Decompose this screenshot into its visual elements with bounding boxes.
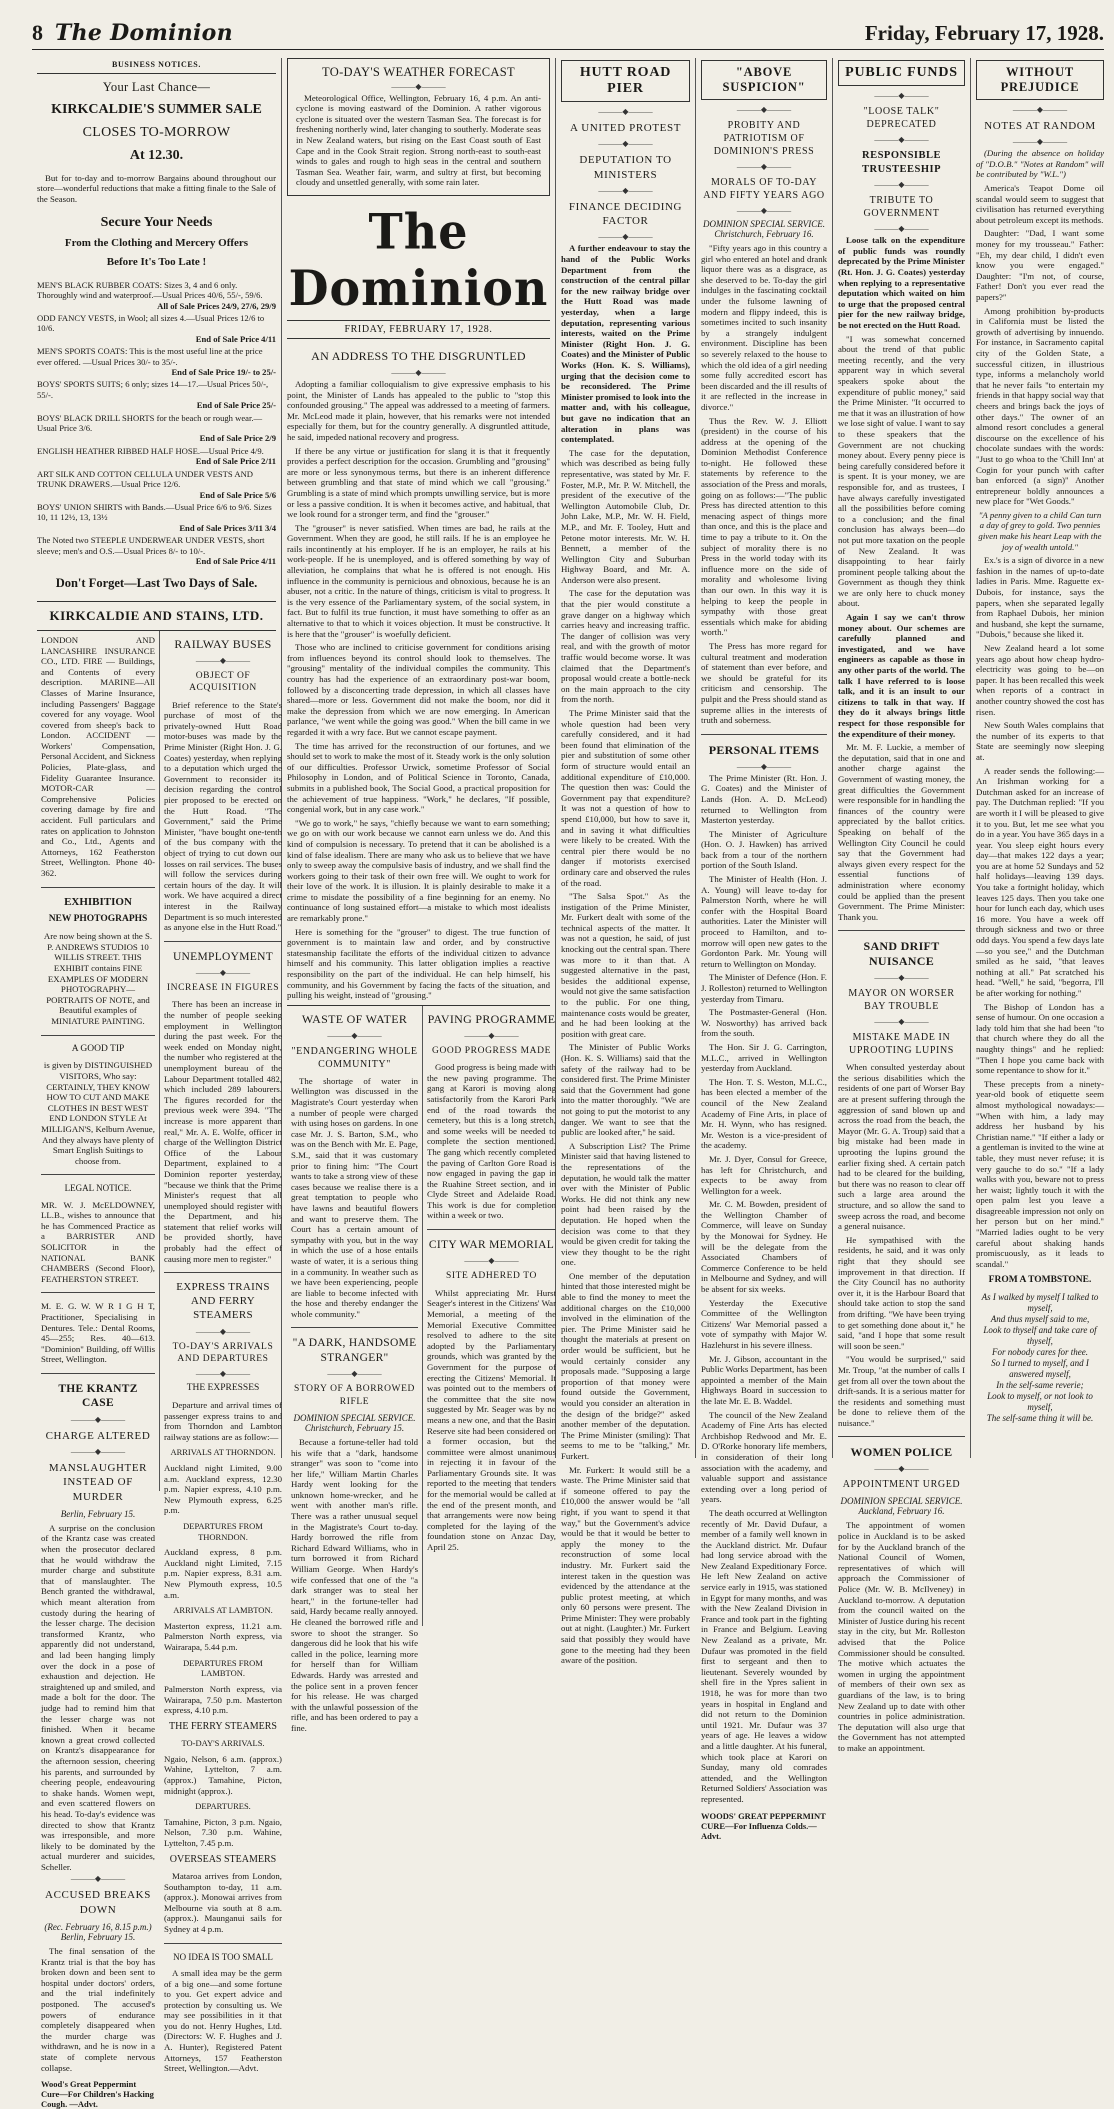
subcolumn-notices (37, 631, 159, 2109)
ad-item (37, 469, 276, 500)
ad-item-text: ENGLISH HEATHER RIBBED HALF HOSE.—Usual Price 4/9. (37, 445, 264, 456)
tombstone-title: FROM A TOMBSTONE. (988, 1275, 1092, 1286)
ornament: ———◆——— (736, 206, 792, 215)
legal-title: LEGAL NOTICE. (64, 1183, 132, 1194)
verse-line: Look to thyself and take care of thyself, (983, 1325, 1097, 1347)
page-masthead (32, 10, 1104, 50)
paving-title: PAVING PROGRAMME (427, 1011, 556, 1026)
editorial-paragraph: Adopting a familiar colloquialism to give expressive emphasis to his point, the Minister of Lands has appealed to the public to "stop this confounded grousing." The appeal was addressed to a meeting of farmers. Mr. McLeod made it plain, however, that his remarks were not intended especially for them, but for the country generally. A disgruntled attitude, he said, impeded national recovery and progress. (287, 378, 550, 442)
ad-item-price: All of Sale Prices 24/9, 27/6, 29/9 (157, 300, 276, 311)
prejudice-headline: WITHOUT PREJUDICE (976, 60, 1104, 100)
ornament: ———◆——— (598, 139, 653, 149)
sand-paragraph: He sympathised with the residents, he said, and it was only right that they should see improvement in that direction. If the City Council has no authority over it, it is the Harbour Board that should take action to stop the sand from drifting. "We have been trying to get something done about it," he said, "and I hope that some result will soon be seen." (838, 1234, 965, 1351)
women-deck: APPOINTMENT URGED (842, 1479, 961, 1491)
ad-before: Before It's Too Late ! (106, 256, 207, 269)
hutt-paragraph: "The Salsa Spot." As the instigation of the Prime Minister, Mr. Furkert dealt with some of the technical aspects of the matter. It was not a question, he said, of just knocking out the central span. There was more to it than that. A suggested alternative in the past, besides the additional expense, would not give the same satisfaction to the public. For one thing, maintenance costs would be greater, and he had been looking at the position with great care. (561, 891, 690, 1039)
suspicion-paragraph: Thus the Rev. W. J. Elliott (president) in the course of his address at the opening of the Dominion Methodist Conference to-night. He followed these statements by reference to the association of the Press and morals, going on as follows:—"The public Press has directed attention to this menacing aspect of things more than once, and this is the place and time to pay a tribute to it. On the subject of morality there is no Press in the world today with its influence more on the side of morality and wholesome living than our own. In this way it is helping to keep the people in sympathy with those great essentials which make for abiding worth." (701, 415, 827, 638)
editorial-paragraph: "We go to work," he says, "chiefly because we want to earn something; we go on with our work because we cannot earn unless we do. And this kind of compulsion is necessary. To pretend that it can be abolished is a kind of false idealism. There are many who ask us to believe that we have only to sweep away the compulsive basis of industry, and we shall find the workers going to their task of their own free will. We ought to work for their love of the work. It is illusion. It is plainly desirable to make it a crime to misdate the possibility of a fine beginning for an enemy. No continuance of long sustained effort—a mistake to which most idealists are remarkably prone." (287, 817, 550, 924)
funds-paragraph: Mr. M. F. Luckie, a member of the deputation, said that in one and another charge against the Government of wasting money, the great difficulties the Government were responsible for in handling the finances of the country were appreciated by the ballot critics. Speaking on behalf of the Wellington City Council he could say that the Government had always given every respect for the essential functions of administration where economy could be applied than the present Government. The Prime Minister: Thank you. (838, 742, 965, 922)
personal-item: Mr. C. M. Bowden, president of the Wellington Chamber of Commerce, will leave on Sunday by the Monowai for Sydney. He will be the delegate from the Associated Chambers of Commerce Conference to be held in Melbourne and Sydney, and will be absent for six weeks. (701, 1199, 827, 1295)
verse-line: In the self-same reverie; (996, 1380, 1084, 1391)
verse-line: So I turned to myself, and I answered myself, (991, 1358, 1089, 1380)
ad-item (37, 413, 276, 444)
funds-paragraph: Again I say we can't throw money about. Our schemes are carefully planned and investigated, and we have engineers as capable as those in any other parts of the world. The talk I have referred to is loose talk, and it is an insult to our citizens to talk in that way. If they do it always brings little respect for those responsible for the expenditure of their money. (838, 612, 965, 739)
personal-item: The Minister of Health (Hon. J. A. Young) will leave to-day for Palmerston North, where he will confer with the Hospital Board authorities. Later the Minister will proceed to Hamilton, and to-morrow will open new gates to the Gordonton Park. Mr. Young will return to Wellington on Monday. (701, 874, 827, 969)
funds-lead: Loose talk on the expenditure of public funds was roundly deprecated by the Prime Minister (Rt. Hon. J. G. Coates) yesterday when replying to a representative deputation which waited on him to urge that the proposed central pier for the new railway bridge, be not erected on the Hutt Road. (838, 235, 965, 331)
ornament: ———◆——— (874, 1017, 929, 1027)
column-business-notices (32, 58, 282, 2109)
subcolumn-paving-memorial (423, 1006, 560, 1626)
personal-title: PERSONAL ITEMS (708, 742, 820, 757)
prejudice-deck: NOTES AT RANDOM (984, 120, 1096, 132)
ad-item-text: BOYS' BLACK DRILL SHORTS for the beach or rough wear.—Usual Price 3/6. (37, 412, 263, 434)
accused-title: ACCUSED BREAKS DOWN (45, 1889, 151, 1916)
ornament: ———◆——— (70, 1874, 126, 1884)
ornament: ———◆——— (874, 224, 929, 234)
ferry-departures-list: Tamahine, Picton, 3 p.m. Ngaio, Nelson, 7.30 p.m. Wahine, Lyttelton, 7.45 p.m. (164, 1816, 282, 1849)
ad-item (37, 446, 276, 467)
masthead-paper-name: The Dominion (54, 20, 233, 46)
subcolumn-waste-stranger (287, 1006, 422, 1733)
column-without-prejudice (971, 58, 1109, 1458)
paving-body: Good progress is being made with the new paving programme. The gang at Karori is moving along satisfactorily from the Karori Park end of the road towards the cemetery, but this is a long stretch, and some weeks will be needed to complete the section mentioned. The gang which recently completed the paving of Carlton Gore Road is now engaged in paving the gap in the Ruahine Street section, and in Clyde Street and Adelaide Road. This work is due for completion within a week or two. (427, 1062, 556, 1221)
ferry-title: THE FERRY STEAMERS (169, 1720, 277, 1732)
paving-deck: GOOD PROGRESS MADE (431, 1045, 551, 1056)
divider (164, 1272, 282, 1273)
express-title: EXPRESS TRAINS AND FERRY STEAMERS (176, 1281, 270, 1321)
express-body: Departure and arrival times of passenger express trains to and from Thorndon and Lambton railway stations are as follow:— (164, 1400, 282, 1442)
photo-title: NEW PHOTOGRAPHS (48, 914, 148, 925)
personal-item: Yesterday the Executive Committee of the Wellington Citizens' War Memorial passed a vote of sympathy with Major W. Hazlehurst in his severe illness. (701, 1297, 827, 1350)
ornament: ———◆——— (195, 1326, 251, 1336)
suspicion-deck-2: MORALS OF TO-DAY AND FIFTY YEARS AGO (703, 177, 825, 201)
prejudice-verse: "A penny given to a child Can turn a day of grey to gold. Two pennies given make his heart Leap with the joy of wealth untold." (978, 509, 1102, 552)
memorial-title: CITY WAR MEMORIAL (428, 1239, 555, 1252)
editorial-paragraph: Here is something for the "grouser" to digest. The true function of government is to maintain law and order, and by constructive statesmanship facilitate the efforts of the individual citizen to advance himself and his community. This latter obligation implies a reactive responsibility on the part of the individual. He can help himself, his community, and his Government by facing the facts of the situation, and pulling his weight, instead of "grousing." (287, 926, 550, 1001)
arr-thorndon-list: Auckland night Limited, 9.00 a.m. Auckland express, 12.30 p.m. Napier express, 4.10 p.m. New Plymouth express, 6.25 p.m. (164, 1463, 282, 1516)
section-kicker: BUSINESS NOTICES. (112, 60, 201, 69)
tip-title: A GOOD TIP (71, 1043, 125, 1054)
ad-item (37, 379, 276, 410)
arrivals-title: TO-DAY'S ARRIVALS AND DEPARTURES (172, 1341, 274, 1364)
hutt-paragraph: One member of the deputation hinted that those interested might be able to find the money to meet the additional charges on the £10,000 involved in the elimination of the pier. The Prime Minister said he thought the materials at present on order would be sufficient, but he would certainly consider any proposals made. "Supposing a large proportion of that money were found outside the Government, would you consider an alteration in the design of the bridge?" asked another member of the deputation. The Prime Minister (smiling): That seems to me to be "talking," Mr. Furkert. (561, 1270, 690, 1461)
editorial-paragraph: The "grouser" is never satisfied. When times are bad, he rails at the Government. When they are good, he still rails. If he is an employee he rails incontinently at his employer. If he is an employer, he rails at his work-people. If he is unemployed, and is offered something by way of alleviation, he complains that what he is offered is not enough. His influence in the community is pernicious and obnoxious, because he is an abuser, not a critic. In the nature of things, criticism is vital to progress. It is the very essence of the Parliamentary system, of the social system, in fact. But to fulfil its true function, it must have something to offer as an alternative to that to which it voices objection. It must be constructive. It is here that the "grouser" is woefully deficient. (287, 522, 550, 639)
rail-deck: OBJECT OF ACQUISITION (189, 670, 257, 694)
personal-item: The council of the New Zealand Academy of Fine Arts has elected Archbishop Redwood and Mr. E. D. O'Rorke honorary life members, in consideration of their long association with the academy, and valuable support and assistance extending over a long period of years. (701, 1409, 827, 1505)
dep-lambton-list: Palmerston North express, via Wairarapa, 7.50 p.m. Masterton express, 4.10 p.m. (164, 1683, 282, 1716)
divider (164, 1943, 282, 1944)
ferry-arrivals-list: Ngaio, Nelson, 6 a.m. (approx.) Wahine, Lyttelton, 7 a.m. (approx.) Tamahine, Picton, midnight (approx.). (164, 1753, 282, 1796)
column-editorial (282, 58, 556, 1733)
masthead-date: Friday, February 17, 1928. (864, 21, 1104, 45)
ad-intro: Your Last Chance— (102, 80, 211, 94)
ad-body: But for to-day and to-morrow Bargains abound throughout our store—wonderful reductions that make a fitting finale to the Sale of the Season. (37, 172, 276, 204)
personal-item: The Hon. Sir J. G. Carrington, M.L.C., arrived in Wellington yesterday from Auckland. (701, 1041, 827, 1074)
personal-item: The death occurred at Wellington recently of Mr. David Dufaur, a member of a family well known in the Auckland district. Mr. Dufaur had long service abroad with the New Zealand Expeditionary Force. He left New Zealand on active service early in 1915, was stationed in Egypt for many months, and was with the New Zealand Division in France and took part in the fighting in France and Belgium. Leaving New Zealand as a private, Mr. Dufaur was promoted in the field first to sergeant and then to lieutenant. Severely wounded by shell fire in the Ypres salient in 1918, he was for more than two years in hospital in England and did not return to the Dominion until 1921. Mr. Dufaur was 37 years of age. He leaves a widow and a little daughter. At his funeral, which took place at Karori on Sunday, many old comrades attended, and the Wellington Returned Soldiers' Association was represented. (701, 1507, 827, 1804)
idea-title: NO IDEA IS TOO SMALL (173, 1951, 273, 1962)
suspicion-dateline: DOMINION SPECIAL SERVICE. Christchurch, February 16. (703, 219, 825, 239)
accused-dateline: (Rec. February 16, 8.15 p.m.) Berlin, February 15. (44, 1922, 152, 1943)
nameplate: The Dominion (288, 203, 549, 317)
prejudice-paragraph: A reader sends the following:—An Irishman working for a Dutchman asked for an increase of pay. The Dutchman replied: "If you are worth it I will be pleased to give it to you. But, let me see what you do in a year. You have 365 days in a year. You sleep eight hours every day—that makes 122 days a year; you are at home 52 Sundays and 52 half holidays—leaving 139 days. You take a fortnight holiday, which leaves 125 days. Then you take one hour for lunch each day, which uses 16 more. You have a week off through sickness and two or three odd days. You spend a few days late—so you see," and the Dutchman smiled as he said, "that leaves nothing at all." Pat scratched his head. "Well," he said, "begorra, I'll be after working for nothing." (976, 765, 1104, 999)
divider (41, 887, 155, 888)
ornament: ———◆——— (327, 1369, 382, 1379)
divider (41, 1292, 155, 1293)
sand-paragraph: When consulted yesterday about the serious disabilities which the residents of one part of Worser Bay are at present suffering through the aggression of sand blown up and across the road from the beach, the Mayor (Mr. G. A. Troup) said that a big mistake had been made in uprooting the lupins ground the earlier fixing shed. A certain patch had to be cleared for the building, but there was no reason to clear off such a large area around the structure, and so allow the sand to sweep across the road, and become a general nuisance. (838, 1062, 965, 1232)
dep-thorndon-title: DEPARTURES FROM THORNDON. (183, 1521, 263, 1542)
page-number: 8 (32, 20, 44, 45)
suspicion-paragraph: "Fifty years ago in this country a girl who entered an hotel and drank liquor there was as a disgrace, as she deserved to be. To-day the girl indulges in the fascinating cocktail under the fulsome lawning of modern and flippy indeed, this is sometimes incited to such insanity by a strangely indulgent environment. Discipline has been so severely relaxed to the house to which the old idea of a girl needing some fully accredited escort has been discarded and the ill results of it are reflected in the increase in divorce." (701, 243, 827, 412)
ferry-departures-title: DEPARTURES. (195, 1801, 251, 1812)
ornament: ———◆——— (874, 135, 929, 144)
ornament: ———◆——— (598, 232, 653, 242)
ornament: ———◆——— (195, 655, 251, 665)
krantz-deck-2: MANSLAUGHTER INSTEAD OF MURDER (48, 1462, 148, 1503)
divider (164, 941, 282, 942)
hutt-deck-1: A UNITED PROTEST (569, 122, 682, 134)
hutt-headline: HUTT ROAD PIER (561, 60, 690, 102)
verse-line: For nobody cares for thee. (992, 1347, 1088, 1358)
divider (37, 601, 276, 602)
women-title: WOMEN POLICE (850, 1445, 953, 1460)
ad-item (37, 280, 276, 311)
ornament: ———◆——— (736, 105, 792, 114)
stranger-deck: STORY OF A BORROWED RIFLE (294, 1384, 415, 1407)
lower-subcolumns (37, 631, 282, 2109)
personal-item: The Postmaster-General (Hon. W. Nosworthy) has arrived back from the south. (701, 1007, 827, 1039)
suspicion-deck-1: PROBITY AND PATRIOTISM OF DOMINION'S PRESS (713, 120, 815, 157)
ad-item-price: End of Sale Prices 3/11 3/4 (179, 522, 276, 533)
personal-item: Mr. J. Gibson, accountant in the Public Works Department, has been appointed a member of the Main Highways Board in succession to the late Mr. E. B. Waddel. (701, 1353, 827, 1406)
ornament: ———◆——— (1012, 137, 1068, 147)
stranger-dateline: DOMINION SPECIAL SERVICE. Christchurch, February 15. (293, 1412, 416, 1433)
women-dateline: DOMINION SPECIAL SERVICE. Auckland, February 16. (840, 1496, 963, 1517)
ornament: ———◆——— (874, 180, 929, 190)
prejudice-paragraph: Among prohibition by-products in California must be listed the growth of advertising by innuendo. For instance, in Sacramento capital city of the Golden State, a successful citizen, in illustrious type, informs a melancholy world that he never fails "to entertain my friends in that happy social way that cheers and brings back the joys of other days." The owner of an almond resort concludes a general discourse on the excellence of his chocolate sundaes with the words: "Just to go whoa to the 'Chill Inn' at Cogin for your punch with cafter ban enforced (a sign)" Another entrepreneur boldly announces a new place for "Wet Goods." (976, 305, 1104, 507)
footer-ad: WOODS' GREAT PEPPERMINT CURE—For Influenza Colds.—Advt. (701, 1810, 826, 1841)
divider (41, 1373, 155, 1374)
funds-headline: PUBLIC FUNDS (838, 60, 965, 86)
hutt-paragraph: Mr. Furkert: It would still be a waste. The Prime Minister said that if someone offered to pay the £10,000 the answer would be "all right, if you want to spend it that way," but the Government's advice would be that it would be better to apply the money to the reconstruction of some local industry. Mr. Furkert said the interest taken in the question was evidenced by the attendance at the public protest meeting, at which only 60 persons were present. The Prime Minister: They were probably out at night. (Laughter.) Mr. Furkert said that possibly they would have gone to the meeting had they been aware of the position. (561, 1464, 690, 1666)
verse-line: As I walked by myself I talked to myself, (981, 1292, 1099, 1314)
ad-item-price: End of Sale Price 5/6 (199, 489, 276, 500)
ad-note-price: End of Sale Price 4/11 (195, 555, 276, 566)
krantz-dateline: Berlin, February 15. (60, 1508, 136, 1519)
ornament: ———◆——— (195, 1369, 251, 1379)
ornament: ———◆——— (736, 162, 792, 171)
waste-deck: "ENDANGERING WHOLE COMMUNITY" (291, 1045, 418, 1070)
express-subtitle: THE EXPRESSES (186, 1383, 260, 1394)
ad-note: The Noted two STEEPLE UNDERWEAR UNDER VESTS, short sleeve; men's and O.S.—Usual Prices 8/- to 10/-. (37, 535, 265, 556)
prejudice-paragraph: These precepts from a ninety-year-old book of etiquette seem almost mythological nowadays:— "When with him, a lady may address her husband by his Christian name." "If either a lady or a gentleman is invited to the wine at table, they must never refuse; it is very gauche to do so." "If a lady walks with you, beware not to press her waist; lightly touch it with the open palm lest you leave a disagreeable impression not only on her person but on her mind." "Married ladies ought to be very careful about shaking hands promiscuously, as it leads to scandal." (976, 1078, 1104, 1269)
ad-item-text: BOYS' UNION SHIRTS with Bands.—Usual Price 6/6 to 9/6. Sizes 10, 11 12½, 13, 13½ (37, 501, 272, 523)
ornament: ———◆——— (70, 1447, 126, 1456)
ad-secure: Secure Your Needs (100, 214, 213, 230)
prejudice-intro: (During the absence on holiday of "D.O.B." "Notes at Random" will be contributed by "W.L.") (976, 148, 1104, 180)
sand-deck: MAYOR ON WORSER BAY TROUBLE (848, 988, 955, 1013)
overseas-body: Mataroa arrives from London, Southampton to-day, 11 a.m. (approx.). Monowai arrives from Melbourne via south at 8 a.m. (approx.). Maunganui sails for Sydney at 4 p.m. (164, 1871, 282, 1935)
ornament: ———◆——— (391, 367, 446, 377)
ornament: ———◆——— (464, 1030, 519, 1040)
prejudice-paragraph: New South Wales complains that the number of its experts to that State are seemingly now sleeping at. (976, 720, 1104, 762)
divider (41, 1035, 155, 1036)
ad-item-price: End of Sale Price 25/- (196, 400, 276, 411)
editorial-paragraph: If there be any virtue or justification for slang it is that it frequently provides a perfect description for the occasion. Grumbling and "grousing" are more or less synonymous terms, but there is an inherent difference between grumbling and that state of mind which we call "grousing." Grumbling is a state of mind which prompts unwilling service, but is more or less a passive condition. It is when it becomes active, and habitual, that we look round for a stronger term, and find the "grouser." (287, 445, 550, 520)
ad-item-text: MEN'S BLACK RUBBER COATS: Sizes 3, 4 and 6 only. Thoroughly wind and waterproof.—Usual Prices 40/6, 55/-, 59/6. (37, 279, 263, 301)
prejudice-paragraph: Ex.'s is a sign of divorce in a new fashion in the names of up-to-date ladies in Paris. Mme. Raguette ex-Dubois, for instance, says the papers, when she separated legally from Raphael Dubois, her minion and husband, she kept the surname, "Dubois," because she liked it. (976, 555, 1104, 640)
editorial-title: AN ADDRESS TO THE DISGRUNTLED (311, 348, 526, 363)
funds-deck-3: TRIBUTE TO GOVERNMENT (863, 195, 940, 220)
weather-title: TO-DAY'S WEATHER FORECAST (322, 65, 515, 79)
funds-deck-2: RESPONSIBLE TRUSTEESHIP (861, 150, 942, 175)
stranger-body: Because a fortune-teller had told his wife that a "dark, handsome stranger" was soon to "come into her life," William Martin Charles Hardy went looking for the unknown home-wrecker, and he went with another man's rifle. There was a rather unusual sequel in the Magistrate's Court to-day. Hardy borrowed the rifle from Richard Edward Williams, who in turn borrowed it from Richard William George. When Hardy's wife confessed that one of the "a dark stranger was to steal her heart," in the fortune-teller had said, Hardy became really annoyed. He cleaned the borrowed rifle and swore to shoot the stranger. So dangerous did he look that his wife called in the police, learning more for herself than for William Edwards. Hardy was arrested and the police sent in a proven fencer for his release. He was charged with the unlawful possession of the rifle, and has been ordered to pay a fine. (291, 1436, 418, 1733)
ferry-arrivals-title: TO-DAY'S ARRIVALS. (181, 1738, 265, 1749)
ad-dont-forget: Don't Forget—Last Two Days of Sale. (55, 576, 258, 591)
column-public-funds (833, 58, 970, 1753)
waste-body: The shortage of water in Wellington was discussed in the Magistrate's Court yesterday when a number of people were charged with using hoses on gardens. In one case Mr. J. S. Barton, S.M., who was on the Bench with Mr. E. Page, S.M., said that it was customary prior to fining him: "The Court wants to take a strong view of these cases because we realise there is a great temptation to people who have lawns and beautiful flowers and want to preserve them. The Court has a certain amount of sympathy with you, but in the way in which the use of a hose entails waste of water, it is a serious thing in a community. In weather such as we have been experiencing, people are liable to become infected with the hose and thereby endanger the whole community." (291, 1075, 418, 1319)
divider (838, 930, 965, 931)
insurance-ad: LONDON AND LANCASHIRE INSURANCE CO., LTD. FIRE — Buildings, and Contents of every description. MARINE—All Classes of Marine Insurance, including Passengers' Baggage covered for any voyage. Wool covered from sheep's back to London. ACCIDENT — Workers' Compensation, Personal Accident, and Sickness Policies, Plate-glass, and Fidelity Guarantee Insurance. MOTOR-CAR — Comprehensive Policies covering damage by fire and accident. Full particulars and rates on application to Johnston and Co., Ltd., Agents and Attorneys, 162 Featherston Street, Wellington. Phone 40-362. (41, 634, 155, 879)
suspicion-headline: "ABOVE SUSPICION" (701, 60, 827, 100)
personal-item: The Minister of Agriculture (Hon. O. J. Hawken) has arrived back from a tour of the northern portion of the South Island. (701, 828, 827, 871)
suspicion-paragraph: The Press has more regard for cultural treatment and moderation of statement than ever before, and we should be grateful for its criticism and censorship. The pulpit and the Press should stand as supreme allies in the interests of truth and soberness. (701, 640, 827, 726)
sand-title: SAND DRIFT NUISANCE (863, 939, 940, 969)
ad-from: From the Clothing and Mercery Offers (64, 237, 249, 250)
ad-title: KIRKCALDIE'S SUMMER SALE (51, 101, 262, 117)
ad-time: At 12.30. (129, 147, 184, 163)
divider (291, 1327, 418, 1328)
editorial-subcolumns (287, 1006, 556, 1733)
hutt-paragraph: The Prime Minister said that the whole question had been very carefully considered, and it had been found that elimination of the pier and substitution of some other form of structure would entail an additional expenditure of £10,000. The question then was: Could the Government pay that expenditure? It was not a question of how to spend £10,000, but how to save it, and in saving it what difficulties were likely to be created. With the central pier there would be no danger if motorists exercised ordinary care and observed the rules of the road. (561, 708, 690, 888)
ornament: ———◆——— (1012, 105, 1068, 114)
unemp-body: There has been an increase in the number of people seeking employment in Wellington during the past week. For the week ended on Monday night, the number who registered at the unemployment bureau of the Labour Department totalled 482, which included 289 labourers. The figures recorded for the previous week were 394. "The increase is more apparent than real," Mr. A. E. Wolfe, officer in charge of the Wellington District Office of the Labour Department, explained to a Dominion reporter yesterday, "because we think that the Prime Minister's request that all unemployed should register with the Department, and his statement that relief works will be provided shortly, have probably had the effect of causing more men to register." (164, 999, 282, 1264)
ad-item-text: BOYS' SPORTS SUITS; 6 only; sizes 14—17.—Usual Prices 50/-, 55/-. (37, 379, 269, 400)
women-body: The appointment of women police in Auckland is to be asked for by the Auckland branch of the National Council of Women, representatives of which will approach the Commissioner of Police (Mr. W. B. McIlveney) in Auckland to-morrow. A deputation from the council waited on the Minister of Justice during his recent stay in the city, but Mr. Rolleston advised that the Police Commissioner should be consulted. The motive which actuates the women in urging the appointment of members of their own sex as guardians of the law, is to bring New Zealand up to date with other countries in police administration. The deputation will also urge that the Government has not attempted to make an appointment. (838, 1520, 965, 1753)
ad-item-price: End of Sale Price 4/11 (195, 333, 276, 344)
hutt-paragraph: A Subscription List? The Prime Minister said that having listened to the representations of the deputation, he would talk the matter over with the Minister of Public Works. He did not think any new point had been raised by the deputation. He hoped when the decision was come to that they would be given credit for taking the view they thought to be the right one. (561, 1140, 690, 1268)
arr-lambton-list: Masterton express, 11.21 a.m. Palmerston North express, via Wairarapa, 5.44 p.m. (164, 1620, 282, 1653)
editorial-body (287, 379, 550, 1001)
tip-body: is given by DISTINGUISHED VISITORS, Who say: CERTAINLY, THEY KNOW HOW TO CUT AND MAKE CLOTHES IN BEST WEST END LONDON STYLE At MILLIGAN'S, Kelburn Avenue, And they always have plenty of Smart English Suitings to choose from. (41, 1060, 155, 1166)
divider (701, 734, 827, 735)
ornament: ———◆——— (464, 1256, 519, 1266)
weather-body: Meteorological Office, Wellington, February 16, 4 p.m. An anti-cyclone is moving eastward of the Dominion. A rather vigorous cyclone is situated over the western Tasman Sea. The forecast is for freshening northerly wind, later changing to southerly. Moderate seas in New Zealand waters, but rising on the East Coast south of East Cape and in the Cook Strait region. Strong north-east to south-east winds to gales and rough to high seas in the central and southern Tasman Sea. Weather fair, warm, and sultry at first, but becoming cloudy and unsettled generally, with some rain later. (296, 92, 541, 188)
editorial-paragraph: The time has arrived for the reconstruction of our fortunes, and we should set to work to make the most of it. Steady work is the only solution of our difficulties. Professor Urwick, sometime Professor of Social Philosophy in London, and of Political Science in Toronto, Canada, submits in a published book, The Social Good, a practical proposition for the achievement of true happiness. "Work," he declares, "If possible, congenial work, but in any case work." (287, 740, 550, 815)
ad-closes: CLOSES TO-MORROW (82, 125, 231, 141)
prejudice-paragraph: America's Teapot Dome oil scandal would seem to suggest that civilisation has returned everything about petroleum except its methods. (976, 183, 1104, 225)
ornament: ———◆——— (736, 761, 792, 771)
ad-item-price: End of Sale Price 2/11 (195, 456, 276, 467)
hutt-lead: A further endeavour to stay the hand of the Public Works Department from the construction of the central pillar for the new railway bridge over the Hutt Road was made yesterday, when a large deputation, representing various interests, waited on the Prime Minister (Right Hon. J. G. Coates) and the Minister of Public Works (Hon. K. S. Williams), urging that the decision come to be reconsidered. The Prime Minister promised to look into the matter and, with his colleague, but gave no indication that an alteration in plans was contemplated. (561, 243, 690, 445)
ad-items-list (37, 280, 276, 567)
ornament: ———◆——— (598, 107, 653, 116)
accused-body: The final sensation of the Krantz trial is that the boy has broken down and been sent to hospital under doctors' orders, and the trial indefinitely postponed. The accused's powers of endurance completely disappeared when the murder charge was withdrawn, and he is now in a state of complete nervous collapse. (41, 1946, 155, 2073)
arr-lambton-title: ARRIVALS AT LAMBTON. (173, 1605, 273, 1616)
unemp-deck: INCREASE IN FIGURES (166, 983, 280, 994)
hutt-paragraph: The case for the deputation was that the pier would constitute a grave danger on a highway which carries heavy and increasing traffic. The danger of collision was very real, and with the growth of motor traffic would become worse. It was claimed that the Department's proposal would create a bottle-neck on the main approach to the city from the north. (561, 588, 690, 705)
dep-lambton-title: DEPARTURES FROM LAMBTON. (183, 1657, 263, 1679)
legal-body: MR. W. J. McELDOWNEY, LL.B., wishes to announce that he has Commenced Practice as a BARRISTER AND SOLICITOR in the NATIONAL BANK CHAMBERS (Second Floor), FEATHERSTON STREET. (41, 1199, 155, 1284)
rail-title: RAILWAY BUSES (174, 636, 272, 651)
editorial-paragraph: Those who are inclined to criticise government for conditions arising from influences beyond its control should look to themselves. The "grousing" mentality of the individual compiles the community. This country has had the experience of an extraordinary post-war boom, followed by a disconcerting trade depression, in which all classes have shared—more or less. Government did not make the boom, nor did it make the depression from which we are now emerging. In American parlance, "we went while the going was good." When the bill came in we regarded it with a wry face. But we cannot escape payment. (287, 642, 550, 737)
ad-item (37, 313, 276, 344)
ad-item-text: ART SILK AND COTTON CELLULA UNDER VESTS AND TRUNK DRAWERS.—Usual Price 12/6. (37, 468, 254, 490)
nameplate-date: FRIDAY, FEBRUARY 17, 1928. (287, 320, 550, 339)
prejudice-paragraph: New Zealand heard a lot some years ago about how cheap hydro-electricity was going to be—on paper. It has been recalled this week when reports of a contract in another country showed the cost has risen. (976, 643, 1104, 717)
ornament: ———◆——— (874, 1464, 929, 1474)
ornament: ———◆——— (391, 81, 446, 91)
ornament: ———◆——— (874, 973, 929, 983)
ornament: ———◆——— (70, 1414, 126, 1424)
memorial-body: Whilst appreciating Mr. Hurst Seager's interest in the Citizens' War Memorial, a meeting of the Memorial Executive Committee resolved to adhere to the site adopted by the Parliamentary grounds, which was granted by the Government for the purpose of erecting the Citizens' Memorial. It was pointed out to the members of the committee that the site now suggested by Mr. Seager was by no means a new one, and that the Basin Reserve site had been considered on a former occasion, but the committee were almost unanimous in rejecting it in favour of the Parliamentary Grounds site. It was reported to the meeting that tenders for the memorial would be called at the end of the present month, and that arrangements were now being completed for the laying of the foundation stone on Anzac Day, April 25. (427, 1287, 556, 1553)
dentist-ad: M. E. G. W. W R I G H T, Practitioner, Specialising in Dentures. Tele.: Dental Rooms, 45—255; Res. 40—613. "Dominion" Building, off Willis Street, Wellington. (41, 1301, 155, 1365)
dep-thorndon-list: Auckland express, 8 p.m. Auckland night Limited, 7.15 p.m. Napier express, 8.31 a.m. New Plymouth express, 10.5 a.m. (164, 1547, 282, 1600)
ad-item-price: End of Sale Price 2/9 (199, 433, 276, 444)
ornament: ———◆——— (874, 91, 929, 100)
personal-item: The Prime Minister (Rt. Hon. J. G. Coates) and the Minister of Lands (Hon. A. D. McLeod) returned to Wellington from Masterton yesterday. (701, 772, 827, 826)
footer-ad: Wood's Great Peppermint Cure—For Children's Hacking Cough. —Advt. (41, 2079, 154, 2109)
verse-line: And thus myself said to me, (990, 1314, 1090, 1325)
hutt-paragraph: The case for the deputation, which was described as being fully representative, was stated by Mr. F. Foster, M.P., Mr. P. W. Mitchell, the president of the executive of the Wellington Automobile Club, Dr. John Lake, M.P., Mr. W. H. Field, M.P., and Mr. F. Tooley, Hutt and Petone motor interests. Mr. W. H. Bennett, a member of the Wellington City and Suburban Highway Board, and Mr. A. Anderson were also present. (561, 447, 690, 585)
prejudice-paragraph: Daughter: "Dad, I want some money for my trousseau." Father: "Eh, my dear child, I didn't even know you were engaged." Daughter: "I'm not, of course, Father! Don't you ever read the papers?" (976, 228, 1104, 303)
verse-line: The self-same thing it will be. (986, 1413, 1094, 1424)
photo-body: Are now being shown at the S. P. ANDREWS STUDIOS 10 WILLIS STREET. THIS EXHIBIT contains FINE EXAMPLES OF MODERN PHOTOGRAPHY—PORTRAITS OF NOTE, and Beautiful examples of MINIATURE PAINTING. (43, 931, 153, 1026)
ad-item-text: ODD FANCY VESTS, in Wool; all sizes 4.—Usual Prices 12/6 to 10/6. (37, 313, 265, 334)
weather-box (287, 58, 550, 196)
personal-item: Mr. J. Dyer, Consul for Greece, has left for Christchurch, and expects to be away from Wellington for a week. (701, 1153, 827, 1196)
krantz-body: A surprise on the conclusion of the Krantz case was created when the prosecutor declared that he would withdraw the murder charge and substitute that of manslaughter. The Bench granted the withdrawal, which meant alteration from custody during the hearing of the lesser charge. The decision transformed Krantz, who apparently did not understand, and lad been hanging limply over the dock in a pose of exhaustion and dejection. He straightened up and smiled, and made a bolt for the door. The judge had to remind him that the lesser charge was not finished. When it became known a great crowd collected on Krantz's disappearance for the afternoon session, cheering his parents, and surrounded by cheering people, endeavouring to shake hands. Women wept, and even scattered flowers on his head. To-day's evidence was directed to show that Krantz was irresponsible, and more likely to be dominated by the actual murderer and suicides, Scheller. (41, 1522, 155, 1872)
divider (37, 73, 276, 74)
personal-item: The Minister of Defence (Hon. F. J. Rolleston) returned to Wellington yesterday from Timaru. (701, 972, 827, 1004)
rail-body: Brief reference to the State's purchase of most of the privately-owned Hutt Road motor-buses was made by the Prime Minister (Right Hon. J. G. Coates) yesterday, when replying to a deputation which urged the Government to reconsider its decision regarding the control pier proposed to be erected on the Hutt Road. "The Government," said the Prime Minister, "have bought one-tenth of the bus company with the object of trying to cut down our losses on rail services. The buses will follow the services during certain hours of the day. It will work. We have acquired a direct interest in the Railway Department is so much interested as anyone else in the Hutt Road." (164, 699, 282, 933)
krantz-title: THE KRANTZ CASE (58, 1382, 138, 1410)
krantz-deck: CHARGE ALTERED (45, 1429, 151, 1442)
ad-item-text: MEN'S SPORTS COATS: This is the most useful line at the price ever offered. —Usual Prices 30/- to 35/-. (37, 346, 263, 367)
prejudice-paragraph: The Bishop of London has a sense of humour. On one occasion a lady told him that she had been "to that church where they do all the naughty things" and he replied: "Then I hope you came back with some repentance to show for it." (976, 1001, 1104, 1076)
ad-firm-name: KIRKCALDIE AND STAINS, LTD. (49, 608, 264, 624)
hutt-deck-2: DEPUTATION TO MINISTERS (579, 154, 672, 181)
divider (427, 1229, 556, 1230)
personal-item: The Hon. T. S. Weston, M.L.C., has been elected a member of the council of the New Zealand Academy of Fine Arts, in place of Mr. H. Wynn, who has resigned. Mr. Weston is a vice-president of the academy. (701, 1076, 827, 1151)
tombstone-verse (976, 1292, 1104, 1424)
masthead-left (32, 20, 233, 46)
ornament: ———◆——— (195, 968, 251, 978)
ornament: ———◆——— (598, 185, 653, 195)
hutt-deck-3: FINANCE DECIDING FACTOR (568, 200, 683, 228)
column-hutt-road-pier (556, 58, 695, 1666)
subcolumn-transport (160, 631, 286, 2074)
exhibition-title: EXHIBITION (64, 895, 132, 908)
stranger-title: "A DARK, HANDSOME STRANGER" (292, 1337, 417, 1364)
sand-deck-2: MISTAKE MADE IN UPROOTING LUPINS (849, 1032, 954, 1057)
sand-paragraph: "You would be surprised," said Mr. Troup, "at the number of calls I get from all over the town about the drift-sands. It is a serious matter for the residents and something must be done to relieve them of the nuisance." (838, 1354, 965, 1428)
funds-paragraph: "I was somewhat concerned about the trend of that public meeting recently, and the very apparent way in which several speakers spoke about the expenditure of public money," said the Prime Minister. "It occurred to me that it was an illustration of how we lose sight of value. I want to say to these speakers that the Government are not chucking money about. Every penny piece is being carefully considered before it is spent. It is your money, we are responsible for, and as trustees, I have always carefully investigated all the possibilities before coming to a conclusion; and the final conclusion has always been—do not put more taxation on the people of New Zealand. It was disappointing to hear fairly prominent people talking about the Government as though they think we are only here to chuck money about. (838, 333, 965, 609)
memorial-deck: SITE ADHERED TO (446, 1271, 537, 1282)
arr-thorndon-title: ARRIVALS AT THORNDON. (170, 1447, 276, 1458)
idea-body: A small idea may be the germ of a big one—and some fortune to you. Get expert advice and protection by consulting us. We may see possibilities in it that you do not. Henry Hughes, Ltd. (Directors: W. F. Hughes and J. A. Hunter), Registered Patent Attorneys, 157 Featherston Street, Wellington.—Advt. (164, 1967, 282, 2074)
overseas-title: OVERSEAS STEAMERS (169, 1853, 277, 1865)
unemp-title: UNEMPLOYMENT (172, 950, 274, 963)
hutt-paragraph: The Minister of Public Works (Hon. K. S. Williams) said that the safety of the railway had to be considered first. The Prime Minister said that the Government had gone into the matter thoroughly. "We are not going to put the motorist to any danger. We want to see that the public are looked after," he said. (561, 1042, 690, 1138)
column-above-suspicion (696, 58, 832, 1841)
ad-item (37, 346, 276, 377)
divider (41, 1174, 155, 1175)
ad-item (37, 502, 276, 533)
ad-item-price: End of Sale Price 19/- to 25/- (171, 367, 276, 378)
verse-line: Look to myself, or not look to myself, (987, 1391, 1093, 1413)
waste-title: WASTE OF WATER (301, 1011, 408, 1026)
divider (838, 1436, 965, 1437)
ornament: ———◆——— (327, 1030, 382, 1040)
funds-deck-1: "LOOSE TALK" DEPRECATED (863, 106, 940, 130)
